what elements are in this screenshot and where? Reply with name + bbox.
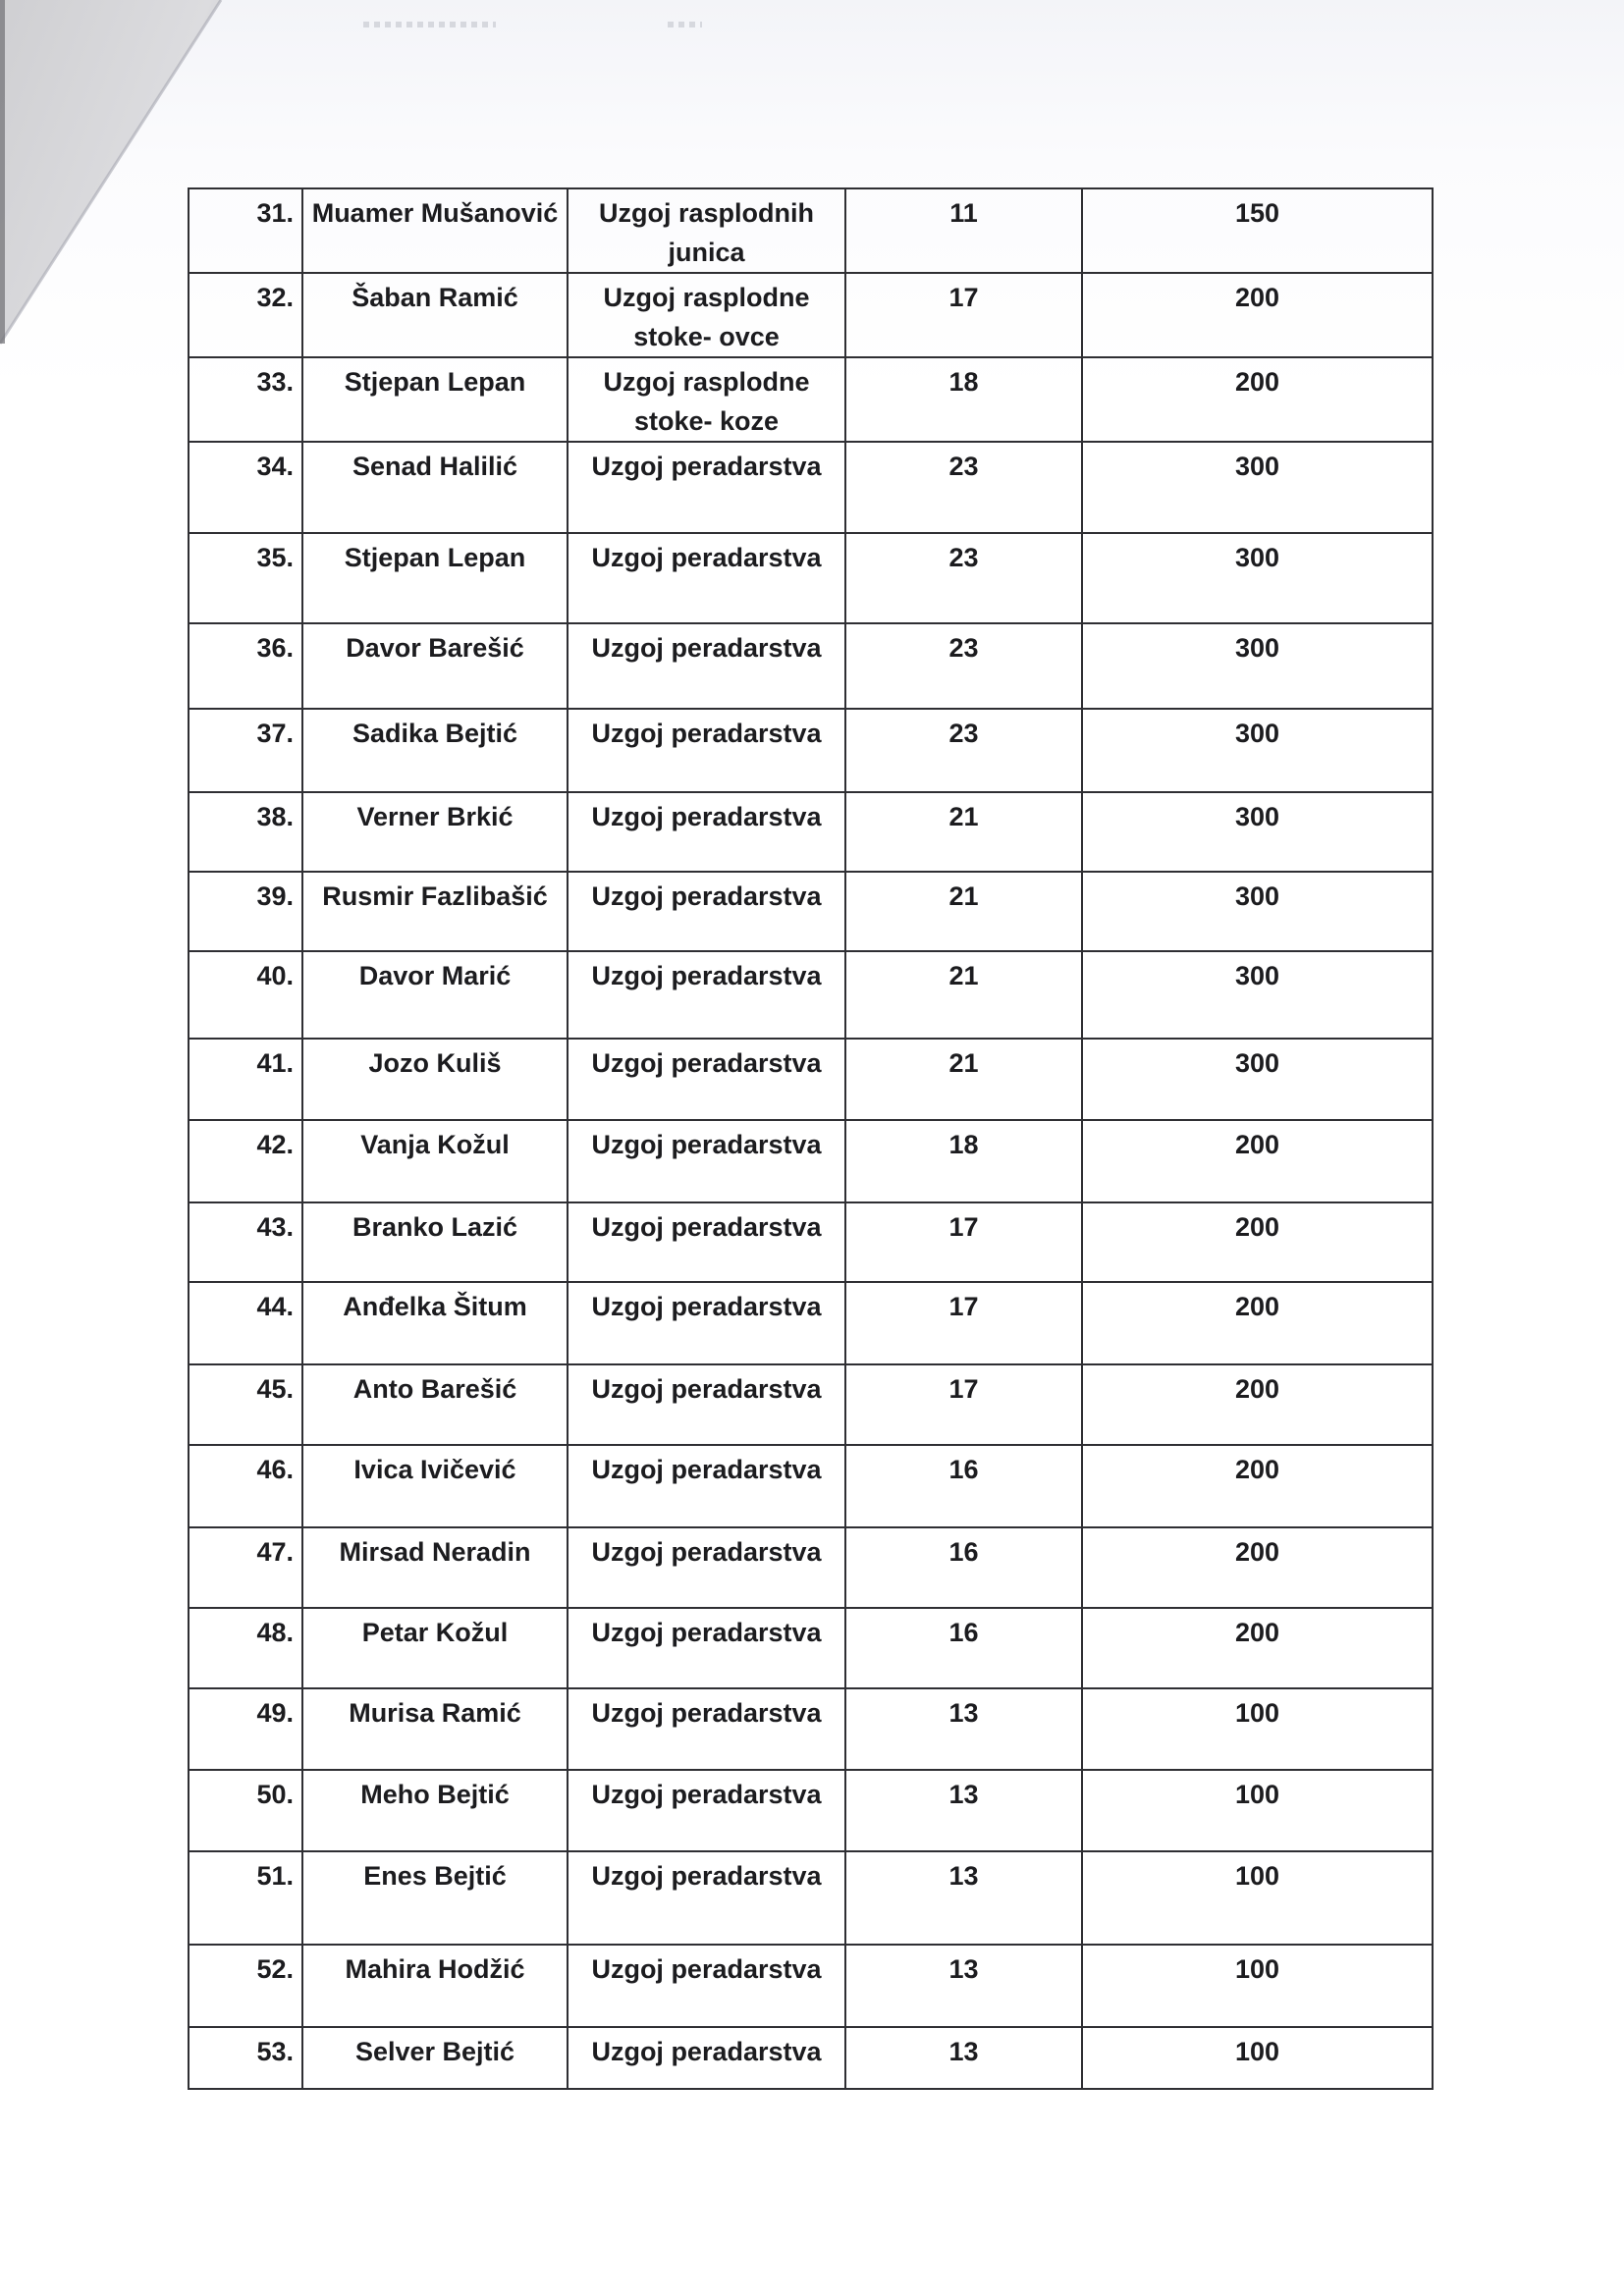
points-value: 18 bbox=[845, 1120, 1082, 1202]
amount-value: 200 bbox=[1082, 1445, 1433, 1527]
applicant-name: Meho Bejtić bbox=[302, 1770, 568, 1851]
activity-description: Uzgoj peradarstva bbox=[568, 2027, 845, 2089]
row-number: 40. bbox=[189, 951, 302, 1039]
applicant-name: Stjepan Lepan bbox=[302, 533, 568, 623]
points-value: 21 bbox=[845, 872, 1082, 951]
amount-value: 100 bbox=[1082, 1851, 1433, 1945]
row-number: 49. bbox=[189, 1688, 302, 1770]
activity-description: Uzgoj peradarstva bbox=[568, 1770, 845, 1851]
points-value: 21 bbox=[845, 951, 1082, 1039]
activity-description: Uzgoj peradarstva bbox=[568, 792, 845, 872]
amount-value: 300 bbox=[1082, 442, 1433, 533]
bleed-through-marks bbox=[363, 22, 496, 27]
row-number: 48. bbox=[189, 1608, 302, 1688]
activity-description: Uzgoj rasplodnih junica bbox=[568, 188, 845, 273]
amount-value: 300 bbox=[1082, 1039, 1433, 1120]
table-row bbox=[189, 1364, 1433, 1445]
applicant-name: Sadika Bejtić bbox=[302, 709, 568, 792]
amount-value: 300 bbox=[1082, 623, 1433, 709]
points-value: 13 bbox=[845, 2027, 1082, 2089]
table-row bbox=[189, 1770, 1433, 1851]
activity-description: Uzgoj peradarstva bbox=[568, 872, 845, 951]
table-row bbox=[189, 1688, 1433, 1770]
table-row bbox=[189, 792, 1433, 872]
applicant-name: Ivica Ivičević bbox=[302, 1445, 568, 1527]
table-row bbox=[189, 357, 1433, 442]
row-number: 32. bbox=[189, 273, 302, 357]
table-row bbox=[189, 623, 1433, 709]
table-row bbox=[189, 1282, 1433, 1364]
amount-value: 200 bbox=[1082, 273, 1433, 357]
row-number: 51. bbox=[189, 1851, 302, 1945]
points-value: 13 bbox=[845, 1851, 1082, 1945]
table-row bbox=[189, 1608, 1433, 1688]
table-row bbox=[189, 2027, 1433, 2089]
row-number: 34. bbox=[189, 442, 302, 533]
points-value: 16 bbox=[845, 1527, 1082, 1608]
activity-description: Uzgoj peradarstva bbox=[568, 442, 845, 533]
row-number: 35. bbox=[189, 533, 302, 623]
table-row bbox=[189, 1945, 1433, 2027]
points-value: 23 bbox=[845, 442, 1082, 533]
activity-description: Uzgoj peradarstva bbox=[568, 1364, 845, 1445]
row-number: 46. bbox=[189, 1445, 302, 1527]
applicant-name: Davor Barešić bbox=[302, 623, 568, 709]
points-value: 21 bbox=[845, 792, 1082, 872]
applicant-name: Davor Marić bbox=[302, 951, 568, 1039]
table-row bbox=[189, 1445, 1433, 1527]
points-value: 11 bbox=[845, 188, 1082, 273]
applicant-name: Mahira Hodžić bbox=[302, 1945, 568, 2027]
applicant-name: Muamer Mušanović bbox=[302, 188, 568, 273]
activity-description: Uzgoj peradarstva bbox=[568, 1282, 845, 1364]
amount-value: 300 bbox=[1082, 951, 1433, 1039]
applicant-name: Jozo Kuliš bbox=[302, 1039, 568, 1120]
row-number: 45. bbox=[189, 1364, 302, 1445]
table-row bbox=[189, 709, 1433, 792]
applicant-name: Šaban Ramić bbox=[302, 273, 568, 357]
points-value: 23 bbox=[845, 623, 1082, 709]
activity-description: Uzgoj rasplodne stoke- koze bbox=[568, 357, 845, 442]
activity-description: Uzgoj peradarstva bbox=[568, 1945, 845, 2027]
applicant-name: Verner Brkić bbox=[302, 792, 568, 872]
table-row bbox=[189, 1202, 1433, 1282]
amount-value: 100 bbox=[1082, 1945, 1433, 2027]
amount-value: 200 bbox=[1082, 1120, 1433, 1202]
table-row bbox=[189, 188, 1433, 273]
table-row bbox=[189, 872, 1433, 951]
table-row bbox=[189, 951, 1433, 1039]
activity-description: Uzgoj rasplodne stoke- ovce bbox=[568, 273, 845, 357]
amount-value: 200 bbox=[1082, 1202, 1433, 1282]
amount-value: 300 bbox=[1082, 792, 1433, 872]
activity-description: Uzgoj peradarstva bbox=[568, 1527, 845, 1608]
amount-value: 150 bbox=[1082, 188, 1433, 273]
activity-description: Uzgoj peradarstva bbox=[568, 1608, 845, 1688]
applicant-name: Mirsad Neradin bbox=[302, 1527, 568, 1608]
applicant-name: Enes Bejtić bbox=[302, 1851, 568, 1945]
amount-value: 200 bbox=[1082, 1364, 1433, 1445]
row-number: 50. bbox=[189, 1770, 302, 1851]
amount-value: 200 bbox=[1082, 1527, 1433, 1608]
table-row bbox=[189, 273, 1433, 357]
amount-value: 100 bbox=[1082, 1770, 1433, 1851]
row-number: 53. bbox=[189, 2027, 302, 2089]
amount-value: 300 bbox=[1082, 872, 1433, 951]
row-number: 41. bbox=[189, 1039, 302, 1120]
row-number: 33. bbox=[189, 357, 302, 442]
row-number: 43. bbox=[189, 1202, 302, 1282]
table-row bbox=[189, 1851, 1433, 1945]
beneficiary-table bbox=[188, 187, 1434, 2090]
applicant-name: Rusmir Fazlibašić bbox=[302, 872, 568, 951]
row-number: 44. bbox=[189, 1282, 302, 1364]
points-value: 17 bbox=[845, 1282, 1082, 1364]
applicant-name: Anto Barešić bbox=[302, 1364, 568, 1445]
points-value: 23 bbox=[845, 533, 1082, 623]
activity-description: Uzgoj peradarstva bbox=[568, 1688, 845, 1770]
row-number: 52. bbox=[189, 1945, 302, 2027]
row-number: 37. bbox=[189, 709, 302, 792]
points-value: 23 bbox=[845, 709, 1082, 792]
row-number: 36. bbox=[189, 623, 302, 709]
row-number: 31. bbox=[189, 188, 302, 273]
points-value: 21 bbox=[845, 1039, 1082, 1120]
table-row bbox=[189, 533, 1433, 623]
table-row bbox=[189, 1120, 1433, 1202]
bleed-through-marks bbox=[668, 22, 702, 27]
amount-value: 100 bbox=[1082, 1688, 1433, 1770]
activity-description: Uzgoj peradarstva bbox=[568, 1039, 845, 1120]
table-row bbox=[189, 442, 1433, 533]
points-value: 17 bbox=[845, 1364, 1082, 1445]
applicant-name: Murisa Ramić bbox=[302, 1688, 568, 1770]
activity-description: Uzgoj peradarstva bbox=[568, 623, 845, 709]
amount-value: 200 bbox=[1082, 1282, 1433, 1364]
points-value: 13 bbox=[845, 1688, 1082, 1770]
applicant-name: Senad Halilić bbox=[302, 442, 568, 533]
amount-value: 100 bbox=[1082, 2027, 1433, 2089]
activity-description: Uzgoj peradarstva bbox=[568, 1445, 845, 1527]
amount-value: 200 bbox=[1082, 1608, 1433, 1688]
applicant-name: Petar Kožul bbox=[302, 1608, 568, 1688]
applicant-name: Selver Bejtić bbox=[302, 2027, 568, 2089]
activity-description: Uzgoj peradarstva bbox=[568, 1851, 845, 1945]
row-number: 47. bbox=[189, 1527, 302, 1608]
points-value: 16 bbox=[845, 1445, 1082, 1527]
points-value: 17 bbox=[845, 1202, 1082, 1282]
amount-value: 300 bbox=[1082, 533, 1433, 623]
applicant-name: Vanja Kožul bbox=[302, 1120, 568, 1202]
applicant-name: Stjepan Lepan bbox=[302, 357, 568, 442]
table-row bbox=[189, 1039, 1433, 1120]
points-value: 13 bbox=[845, 1770, 1082, 1851]
activity-description: Uzgoj peradarstva bbox=[568, 1202, 845, 1282]
points-value: 17 bbox=[845, 273, 1082, 357]
applicant-name: Anđelka Šitum bbox=[302, 1282, 568, 1364]
activity-description: Uzgoj peradarstva bbox=[568, 533, 845, 623]
row-number: 38. bbox=[189, 792, 302, 872]
amount-value: 300 bbox=[1082, 709, 1433, 792]
amount-value: 200 bbox=[1082, 357, 1433, 442]
activity-description: Uzgoj peradarstva bbox=[568, 951, 845, 1039]
applicant-name: Branko Lazić bbox=[302, 1202, 568, 1282]
points-value: 18 bbox=[845, 357, 1082, 442]
activity-description: Uzgoj peradarstva bbox=[568, 709, 845, 792]
table-row bbox=[189, 1527, 1433, 1608]
points-value: 13 bbox=[845, 1945, 1082, 2027]
row-number: 42. bbox=[189, 1120, 302, 1202]
activity-description: Uzgoj peradarstva bbox=[568, 1120, 845, 1202]
points-value: 16 bbox=[845, 1608, 1082, 1688]
row-number: 39. bbox=[189, 872, 302, 951]
